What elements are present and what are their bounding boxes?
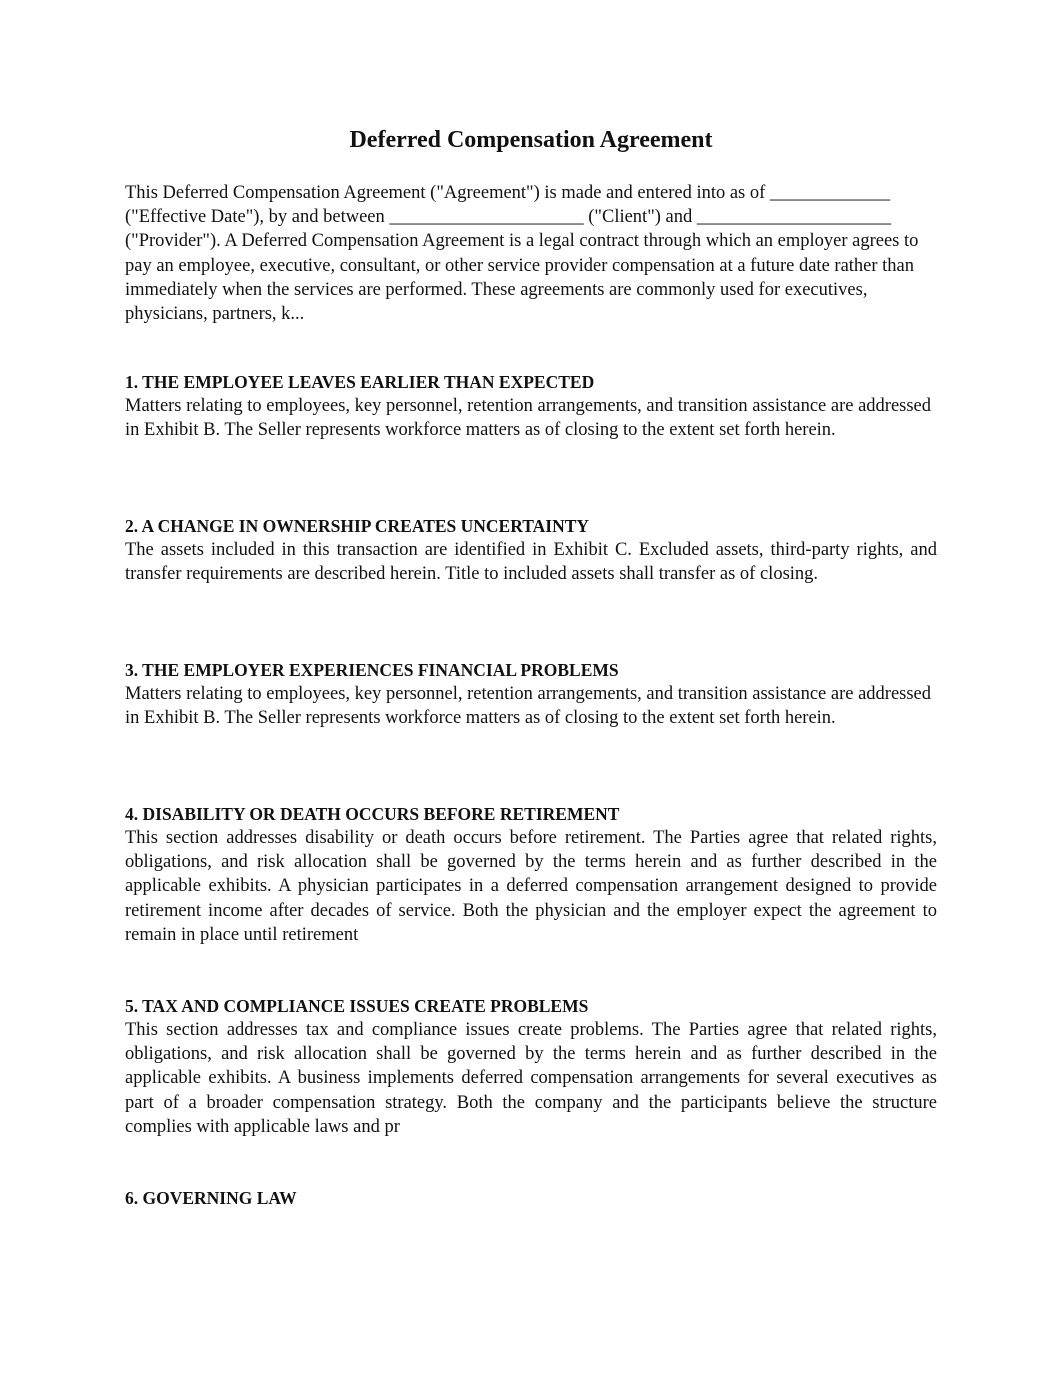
section-body: The assets included in this transaction are identified in Exhibit C. Excluded assets, third-party rights, and transfer requirements are described herein. Title to included assets shall transfer as of closing. [125,540,937,585]
document-title: Deferred Compensation Agreement [349,127,713,153]
section-2 [125,514,937,586]
intro-paragraph: This Deferred Compensation Agreement ("Agreement") is made and entered into as of _____________ ("Effective Date"), by and between _____________________ ("Client") and _____________________ ("Provider"). A Deferred Compensation Agreement is a legal contract through which an employer agrees to pay an employee, executive, consultant, or other service provider compensation at a future date rather than immediately when the services are performed. These agreements are commonly used for executives, physicians, partners, k... [125,183,919,325]
section-heading: 6. GOVERNING LAW [125,1188,297,1208]
section-body: Matters relating to employees, key personnel, retention arrangements, and transition assistance are addressed in Exhibit B. The Seller represents workforce matters as of closing to the extent set forth herein. [125,684,932,729]
section-body: This section addresses disability or death occurs before retirement. The Parties agree that related rights, obligations, and risk allocation shall be governed by the terms herein and as further described in the applicable exhibits. A physician participates in a deferred compensation arrangement designed to provide retirement income after decades of service. Both the physician and the employer expect the agreement to remain in place until retirement [125,828,937,945]
section-heading: 2. A CHANGE IN OWNERSHIP CREATES UNCERTAINTY [125,516,590,536]
section-6 [125,1186,937,1210]
section-heading: 1. THE EMPLOYEE LEAVES EARLIER THAN EXPECTED [125,372,595,392]
section-5 [125,994,937,1139]
section-3 [125,658,937,730]
section-heading: 4. DISABILITY OR DEATH OCCURS BEFORE RETIREMENT [125,804,620,824]
section-4 [125,802,937,947]
section-1 [125,370,937,442]
section-body: Matters relating to employees, key personnel, retention arrangements, and transition assistance are addressed in Exhibit B. The Seller represents workforce matters as of closing to the extent set forth herein. [125,396,932,441]
section-heading: 5. TAX AND COMPLIANCE ISSUES CREATE PROBLEMS [125,996,589,1016]
section-body: This section addresses tax and compliance issues create problems. The Parties agree that related rights, obligations, and risk allocation shall be governed by the terms herein and as further described in the applicable exhibits. A business implements deferred compensation arrangements for several executives as part of a broader compensation strategy. Both the company and the participants believe the structure complies with applicable laws and pr [125,1020,937,1137]
section-heading: 3. THE EMPLOYER EXPERIENCES FINANCIAL PROBLEMS [125,660,619,680]
